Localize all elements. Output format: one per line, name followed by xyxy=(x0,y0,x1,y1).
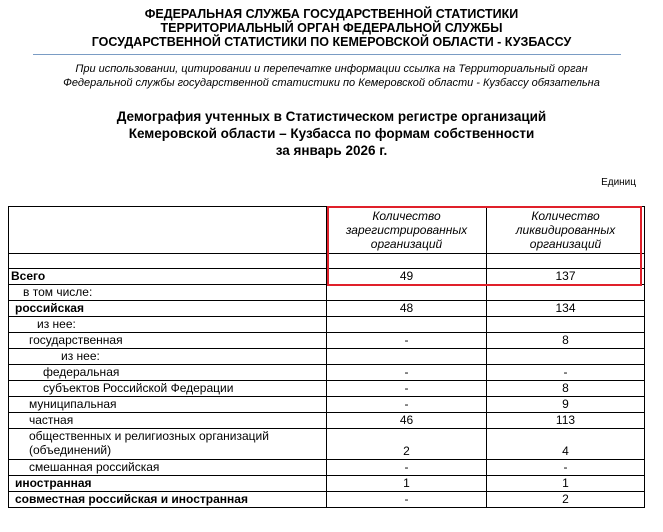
citation-notice-line1: При использовании, цитировании и перепечатке информации ссылка на Территориальный орган xyxy=(75,63,588,75)
row-label: из нее: xyxy=(9,349,327,365)
table-row xyxy=(9,317,645,333)
liquidated-value xyxy=(487,317,645,333)
demography-table xyxy=(8,206,645,508)
spacer-cell xyxy=(327,254,487,269)
spacer-cell xyxy=(9,254,327,269)
table-row xyxy=(9,460,645,476)
table-row xyxy=(9,429,645,460)
liquidated-value: 1 xyxy=(487,476,645,492)
column-header-liquidated: Количество ликвидированных организаций xyxy=(487,207,645,254)
row-label: субъектов Российской Федерации xyxy=(9,381,327,397)
table-row xyxy=(9,413,645,429)
row-label: частная xyxy=(9,413,327,429)
registered-value: - xyxy=(327,397,487,413)
table-row xyxy=(9,381,645,397)
row-label: российская xyxy=(9,301,327,317)
table-row xyxy=(9,397,645,413)
table-header-row xyxy=(9,207,645,254)
row-label-total: Всего xyxy=(9,269,327,285)
row-label: общественных и религиозных организаций (объединений) xyxy=(9,429,327,460)
table-row xyxy=(9,365,645,381)
citation-notice-line2: Федеральной службы государственной статистики по Кемеровской области - Кузбассу обязательна xyxy=(63,77,600,89)
registered-value xyxy=(327,317,487,333)
row-label: из нее: xyxy=(9,317,327,333)
row-label: федеральная xyxy=(9,365,327,381)
registered-value: - xyxy=(327,381,487,397)
registered-value: - xyxy=(327,492,487,508)
spacer-cell xyxy=(487,254,645,269)
column-header-registered: Количество зарегистрированных организаций xyxy=(327,207,487,254)
table-row xyxy=(9,301,645,317)
document-title-line1: Демография учтенных в Статистическом регистре организаций xyxy=(116,109,547,124)
document-title-line2: Кемеровской области – Кузбасса по формам собственности xyxy=(128,126,535,141)
agency-name-line3: ГОСУДАРСТВЕННОЙ СТАТИСТИКИ ПО КЕМЕРОВСКОЙ ОБЛАСТИ - КУЗБАССУ xyxy=(91,35,572,49)
document-title-line3: за январь 2026 г. xyxy=(275,143,388,158)
registered-value: - xyxy=(327,365,487,381)
liquidated-value: 4 xyxy=(487,429,645,460)
registered-value: 46 xyxy=(327,413,487,429)
row-label: иностранная xyxy=(9,476,327,492)
row-label: смешанная российская xyxy=(9,460,327,476)
table-row xyxy=(9,492,645,508)
row-label: государственная xyxy=(9,333,327,349)
registered-value: 1 xyxy=(327,476,487,492)
registered-value xyxy=(327,349,487,365)
registered-value: - xyxy=(327,333,487,349)
agency-name-line1: ФЕДЕРАЛЬНАЯ СЛУЖБА ГОСУДАРСТВЕННОЙ СТАТИСТИКИ xyxy=(144,7,519,21)
liquidated-value: 134 xyxy=(487,301,645,317)
liquidated-value: 8 xyxy=(487,333,645,349)
liquidated-value: - xyxy=(487,365,645,381)
row-label: совместная российская и иностранная xyxy=(9,492,327,508)
table-row xyxy=(9,333,645,349)
registered-value xyxy=(327,285,487,301)
registered-value: - xyxy=(327,460,487,476)
liquidated-value xyxy=(487,349,645,365)
liquidated-value: 137 xyxy=(487,269,645,285)
row-label: муниципальная xyxy=(9,397,327,413)
liquidated-value: - xyxy=(487,460,645,476)
table-row xyxy=(9,285,645,301)
registered-value: 49 xyxy=(327,269,487,285)
units-label: Единиц xyxy=(601,177,636,188)
row-label: в том числе: xyxy=(9,285,327,301)
liquidated-value: 8 xyxy=(487,381,645,397)
header-blank-cell xyxy=(9,207,327,254)
table-spacer-row xyxy=(9,254,645,269)
registered-value: 2 xyxy=(327,429,487,460)
liquidated-value: 113 xyxy=(487,413,645,429)
table-row xyxy=(9,269,645,285)
table-row xyxy=(9,349,645,365)
liquidated-value: 2 xyxy=(487,492,645,508)
liquidated-value: 9 xyxy=(487,397,645,413)
liquidated-value xyxy=(487,285,645,301)
header-divider xyxy=(33,54,621,55)
table-row xyxy=(9,476,645,492)
registered-value: 48 xyxy=(327,301,487,317)
agency-name-line2: ТЕРРИТОРИАЛЬНЫЙ ОРГАН ФЕДЕРАЛЬНОЙ СЛУЖБЫ xyxy=(160,21,503,35)
